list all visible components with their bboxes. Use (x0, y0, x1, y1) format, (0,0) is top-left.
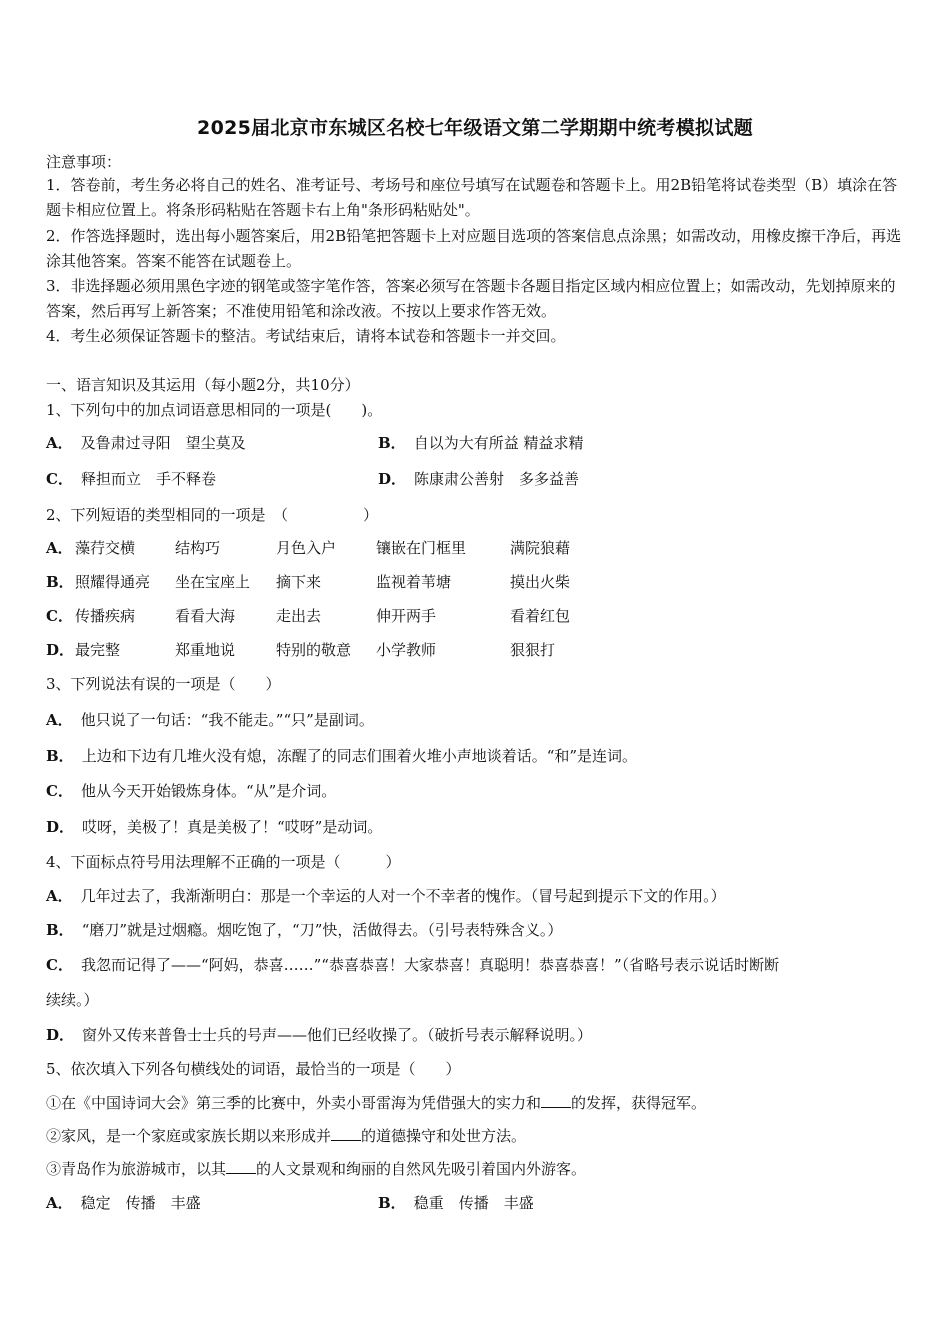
option-a: A． 他只说了一句话：“我不能走。”“只”是副词。 (46, 711, 374, 729)
section-heading: 一、语言知识及其运用（每小题2分，共10分） (46, 376, 360, 394)
phrase: 结构巧 (175, 539, 221, 557)
phrase: 藻荇交横 (75, 539, 136, 557)
phrase: 坐在宝座上 (175, 573, 251, 591)
question-stem: 5、依次填入下列各句横线处的词语，最恰当的一项是（ ） (46, 1060, 461, 1078)
question-stem: 3、下列说法有误的一项是（ ） (46, 675, 281, 693)
phrase-row-letter: B． (46, 573, 74, 591)
notice-item: 4．考生必须保证答题卡的整洁。考试结束后，请将本试卷和答题卡一并交回。 (46, 327, 566, 345)
phrase: 镶嵌在门框里 (376, 539, 467, 557)
phrase: 走出去 (276, 607, 322, 625)
option-b: B． “磨刀”就是过烟瘾。烟吃饱了，“刀”快，活做得去。（引号表特殊含义。） (46, 921, 563, 939)
notice-item: 2．作答选择题时，选出每小题答案后，用2B铅笔把答题卡上对应题目选项的答案信息点涂黑；如需改动，用橡皮擦干净后，再选涂其他答案。答案不能答在试题卷上。 (46, 227, 902, 270)
phrase: 小学教师 (376, 641, 437, 659)
phrase: 看看大海 (175, 607, 236, 625)
fill-sentence: ③青岛作为旅游城市，以其 的人文景观和绚丽的自然风先吸引着国内外游客。 (46, 1160, 587, 1178)
option-a: A． 几年过去了，我渐渐明白：那是一个幸运的人对一个不幸者的愧作。（冒号起到提示下文的作用。） (46, 887, 726, 905)
option-c: C． 他从今天开始锻炼身体。“从”是介词。 (46, 782, 337, 800)
question-stem: 1、下列句中的加点词语意思相同的一项是( )。 (46, 401, 383, 419)
answer-blank (226, 1159, 256, 1174)
option-b: B． 上边和下边有几堆火没有熄，冻醒了的同志们围着火堆小声地谈着话。“和”是连词。 (46, 747, 638, 765)
option-d: D． 哎呀，美极了！真是美极了！“哎呀”是动词。 (46, 818, 383, 836)
option-c-continued: 续续。） (46, 991, 99, 1009)
option-a: A． 及鲁肃过寻阳 望尘莫及 (46, 434, 246, 452)
phrase: 特别的敬意 (276, 641, 352, 659)
option-a: A． 稳定 传播 丰盛 (46, 1194, 201, 1212)
phrase: 照耀得通亮 (75, 573, 151, 591)
answer-blank (541, 1093, 571, 1108)
fill-sentence: ②家风，是一个家庭或家族长期以来形成并 的道德操守和处世方法。 (46, 1127, 527, 1145)
page-title: 2025届北京市东城区名校七年级语文第二学期期中统考模拟试题 (197, 117, 753, 139)
question-stem: 2、下列短语的类型相同的一项是 （ ） (46, 506, 379, 524)
option-b: B． 稳重 传播 丰盛 (378, 1194, 534, 1212)
option-c: C． 我忽而记得了——“阿妈，恭喜……”“恭喜恭喜！大家恭喜！真聪明！恭喜恭喜！”（省略号表示说话时断断 (46, 956, 780, 974)
fill-sentence: ①在《中国诗词大会》第三季的比赛中，外卖小哥雷海为凭借强大的实力和 的发挥，获得冠军。 (46, 1094, 707, 1112)
phrase: 摘下来 (276, 573, 322, 591)
phrase: 伸开两手 (376, 607, 437, 625)
phrase: 传播疾病 (75, 607, 136, 625)
phrase-row-letter: A． (46, 539, 73, 557)
option-d: D． 陈康肃公善射 多多益善 (378, 470, 580, 488)
question-stem: 4、下面标点符号用法理解不正确的一项是（ ） (46, 853, 401, 871)
phrase-row-letter: D． (46, 641, 75, 659)
phrase: 狠狠打 (510, 641, 556, 659)
option-b: B． 自以为大有所益 精益求精 (378, 434, 584, 452)
phrase: 月色入户 (276, 539, 337, 557)
phrase-row-letter: C． (46, 607, 73, 625)
option-c: C． 释担而立 手不释卷 (46, 470, 216, 488)
option-d: D． 窗外又传来普鲁士士兵的号声——他们已经收操了。（破折号表示解释说明。） (46, 1026, 593, 1044)
phrase: 看着红包 (510, 607, 571, 625)
phrase: 满院狼藉 (510, 539, 571, 557)
notice-heading: 注意事项： (46, 153, 122, 171)
phrase: 摸出火柴 (510, 573, 571, 591)
notice-item: 3．非选择题必须用黑色字迹的钢笔或签字笔作答，答案必须写在答题卡各题目指定区域内相应位置上；如需改动，先划掉原来的答案，然后再写上新答案；不准使用铅笔和涂改液。不按以上要求作答无效。 (46, 277, 896, 320)
phrase: 监视着苇塘 (376, 573, 452, 591)
notice-item: 1．答卷前，考生务必将自己的姓名、准考证号、考场号和座位号填写在试题卷和答题卡上。用2B铅笔将试卷类型（B）填涂在答题卡相应位置上。将条形码粘贴在答题卡右上角"条形码粘贴处"。 (46, 176, 898, 219)
answer-blank (331, 1126, 361, 1141)
phrase: 最完整 (75, 641, 121, 659)
phrase: 郑重地说 (175, 641, 236, 659)
